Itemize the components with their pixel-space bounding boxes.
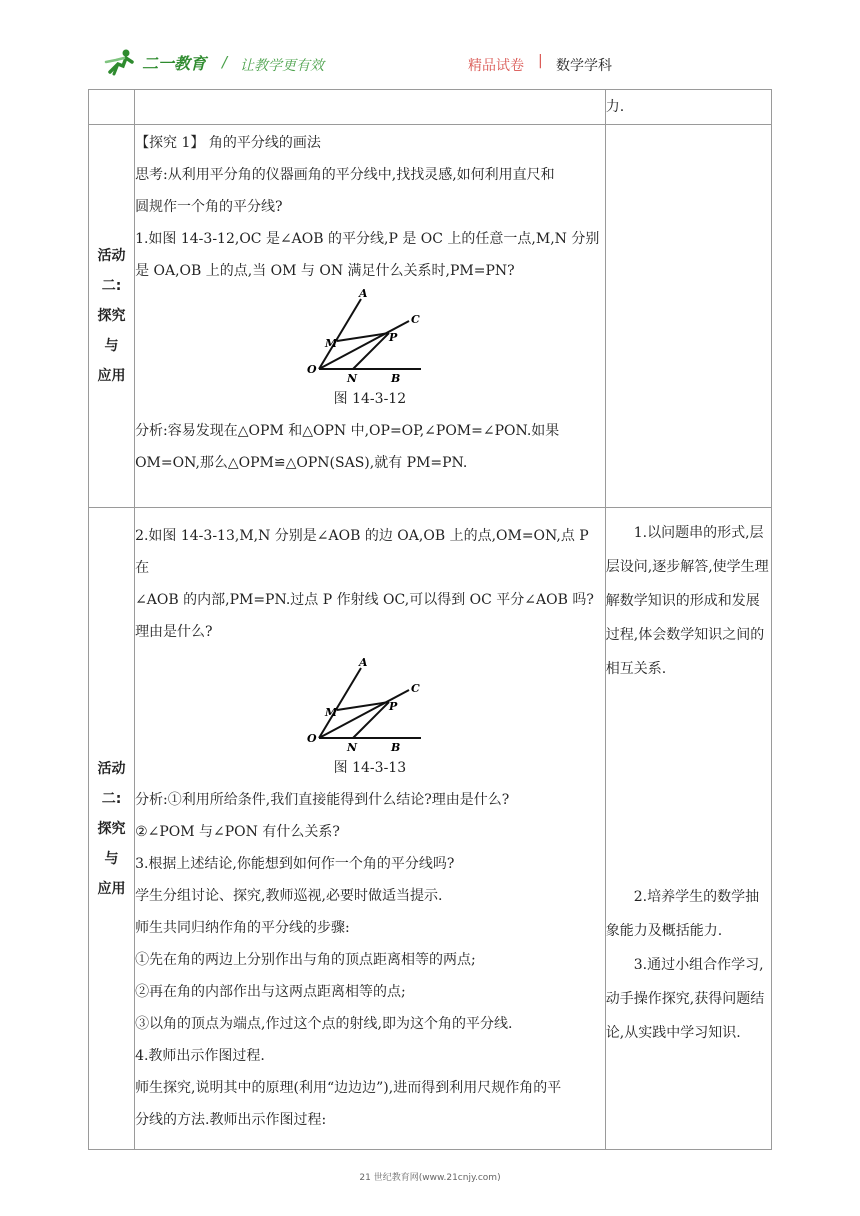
text-line: 分析:容易发现在△OPM 和△OPN 中,OP=OP,∠POM=∠PON.如果 bbox=[135, 423, 560, 439]
angle-bisector-figure bbox=[305, 656, 435, 752]
label-p: P bbox=[388, 331, 398, 344]
text-line: ②再在角的内部作出与这两点距离相等的点; bbox=[135, 984, 406, 1000]
note-text: 1.以问题串的形式,层层设问,逐步解答,使学生理解数学知识的形成和发展过程,体会数学知识之间的相互关系. bbox=[605, 525, 769, 677]
figure-caption: 图 14-3-12 bbox=[333, 391, 407, 407]
activity-label: 探究 bbox=[97, 820, 126, 837]
label-a: A bbox=[358, 287, 368, 300]
text-line: 理由是什么? bbox=[135, 624, 213, 640]
table-row bbox=[89, 90, 772, 125]
text-line: 1.如图 14-3-12,OC 是∠AOB 的平分线,P 是 OC 上的任意一点,M,N 分别 bbox=[135, 231, 600, 247]
runner-logo-icon bbox=[104, 48, 138, 76]
label-a: A bbox=[358, 656, 368, 669]
text-line: 分线的方法.教师出示作图过程: bbox=[135, 1112, 327, 1128]
text-line: 师生共同归纳作角的平分线的步骤: bbox=[135, 920, 350, 936]
activity-cell bbox=[89, 125, 135, 508]
table-cell bbox=[89, 90, 135, 125]
text-line: 学生分组讨论、探究,教师巡视,必要时做适当提示. bbox=[135, 888, 443, 904]
text-line: 2.如图 14-3-13,M,N 分别是∠AOB 的边 OA,OB 上的点,OM=ON,点 P 在 bbox=[135, 528, 589, 576]
text-line: 分析:①利用所给条件,我们直接能得到什么结论?理由是什么? bbox=[135, 792, 510, 808]
page-footer: 21 世纪教育网(www.21cnjy.com) bbox=[359, 1173, 501, 1183]
activity-label: 活动 bbox=[97, 760, 126, 777]
logo bbox=[104, 48, 206, 76]
activity-label: 应用 bbox=[97, 880, 126, 897]
activity-label: 应用 bbox=[97, 368, 126, 384]
label-p: P bbox=[388, 700, 398, 713]
label-c: C bbox=[410, 682, 420, 695]
note-text: 3.通过小组合作学习,动手操作探究,获得问题结论,从实践中学习知识. bbox=[605, 957, 765, 1041]
logo-text: 二一教育 bbox=[142, 53, 207, 73]
activity-label: 二: bbox=[101, 278, 122, 294]
text-line: 师生探究,说明其中的原理(利用“边边边”),进而得到利用尺规作角的平 bbox=[135, 1080, 562, 1096]
text-line: ①先在角的两边上分别作出与角的顶点距离相等的两点; bbox=[135, 952, 476, 968]
label-n: N bbox=[346, 372, 357, 383]
text-line: ∠AOB 的内部,PM=PN.过点 P 作射线 OC,可以得到 OC 平分∠AOB 吗? bbox=[135, 592, 594, 608]
content-cell bbox=[135, 125, 606, 508]
note-cell bbox=[605, 125, 771, 508]
lesson-table bbox=[88, 89, 772, 1150]
slogan: 让教学更有效 bbox=[240, 58, 324, 74]
text-line: 3.根据上述结论,你能想到如何作一个角的平分线吗? bbox=[135, 856, 455, 872]
note-cell bbox=[605, 508, 771, 1150]
section-title: 【探究 1】 角的平分线的画法 bbox=[135, 135, 321, 151]
text-line: ③以角的顶点为端点,作过这个点的射线,即为这个角的平分线. bbox=[135, 1016, 513, 1032]
label-n: N bbox=[346, 741, 357, 752]
note-cell bbox=[605, 90, 771, 125]
tag-separator: | bbox=[538, 53, 543, 69]
text-line: OM=ON,那么△OPM≌△OPN(SAS),就有 PM=PN. bbox=[135, 455, 468, 471]
text-line: 圆规作一个角的平分线? bbox=[135, 199, 283, 215]
activity-label: 二: bbox=[101, 790, 122, 807]
table-cell bbox=[135, 90, 606, 125]
label-b: B bbox=[390, 372, 401, 383]
activity-label: 活动 bbox=[97, 248, 126, 264]
table-row bbox=[89, 125, 772, 508]
label-o: O bbox=[306, 732, 317, 745]
text-line: 思考:从利用平分角的仪器画角的平分线中,找找灵感,如何利用直尺和 bbox=[135, 167, 555, 183]
text-line: ②∠POM 与∠PON 有什么关系? bbox=[135, 824, 340, 840]
label-m: M bbox=[324, 706, 338, 719]
label-o: O bbox=[306, 363, 317, 376]
text-line: 是 OA,OB 上的点,当 OM 与 ON 满足什么关系时,PM=PN? bbox=[135, 263, 515, 279]
label-b: B bbox=[390, 741, 401, 752]
page-header bbox=[0, 0, 860, 90]
figure-caption: 图 14-3-13 bbox=[333, 760, 407, 776]
note-text: 2.培养学生的数学抽象能力及概括能力. bbox=[605, 889, 760, 939]
activity-cell bbox=[89, 508, 135, 1150]
activity-label: 与 bbox=[104, 850, 119, 867]
angle-bisector-figure bbox=[305, 287, 435, 383]
label-c: C bbox=[410, 313, 420, 326]
label-m: M bbox=[324, 337, 338, 350]
text-line: 4.教师出示作图过程. bbox=[135, 1048, 265, 1064]
activity-label: 探究 bbox=[97, 308, 126, 324]
activity-label: 与 bbox=[104, 338, 119, 354]
content-cell bbox=[135, 508, 606, 1150]
tag-subject: 数学学科 bbox=[556, 58, 612, 74]
slogan-separator: / bbox=[222, 53, 228, 71]
tag-premium: 精品试卷 bbox=[468, 58, 524, 74]
table-row bbox=[89, 508, 772, 1150]
note-text: 力. bbox=[605, 99, 625, 115]
